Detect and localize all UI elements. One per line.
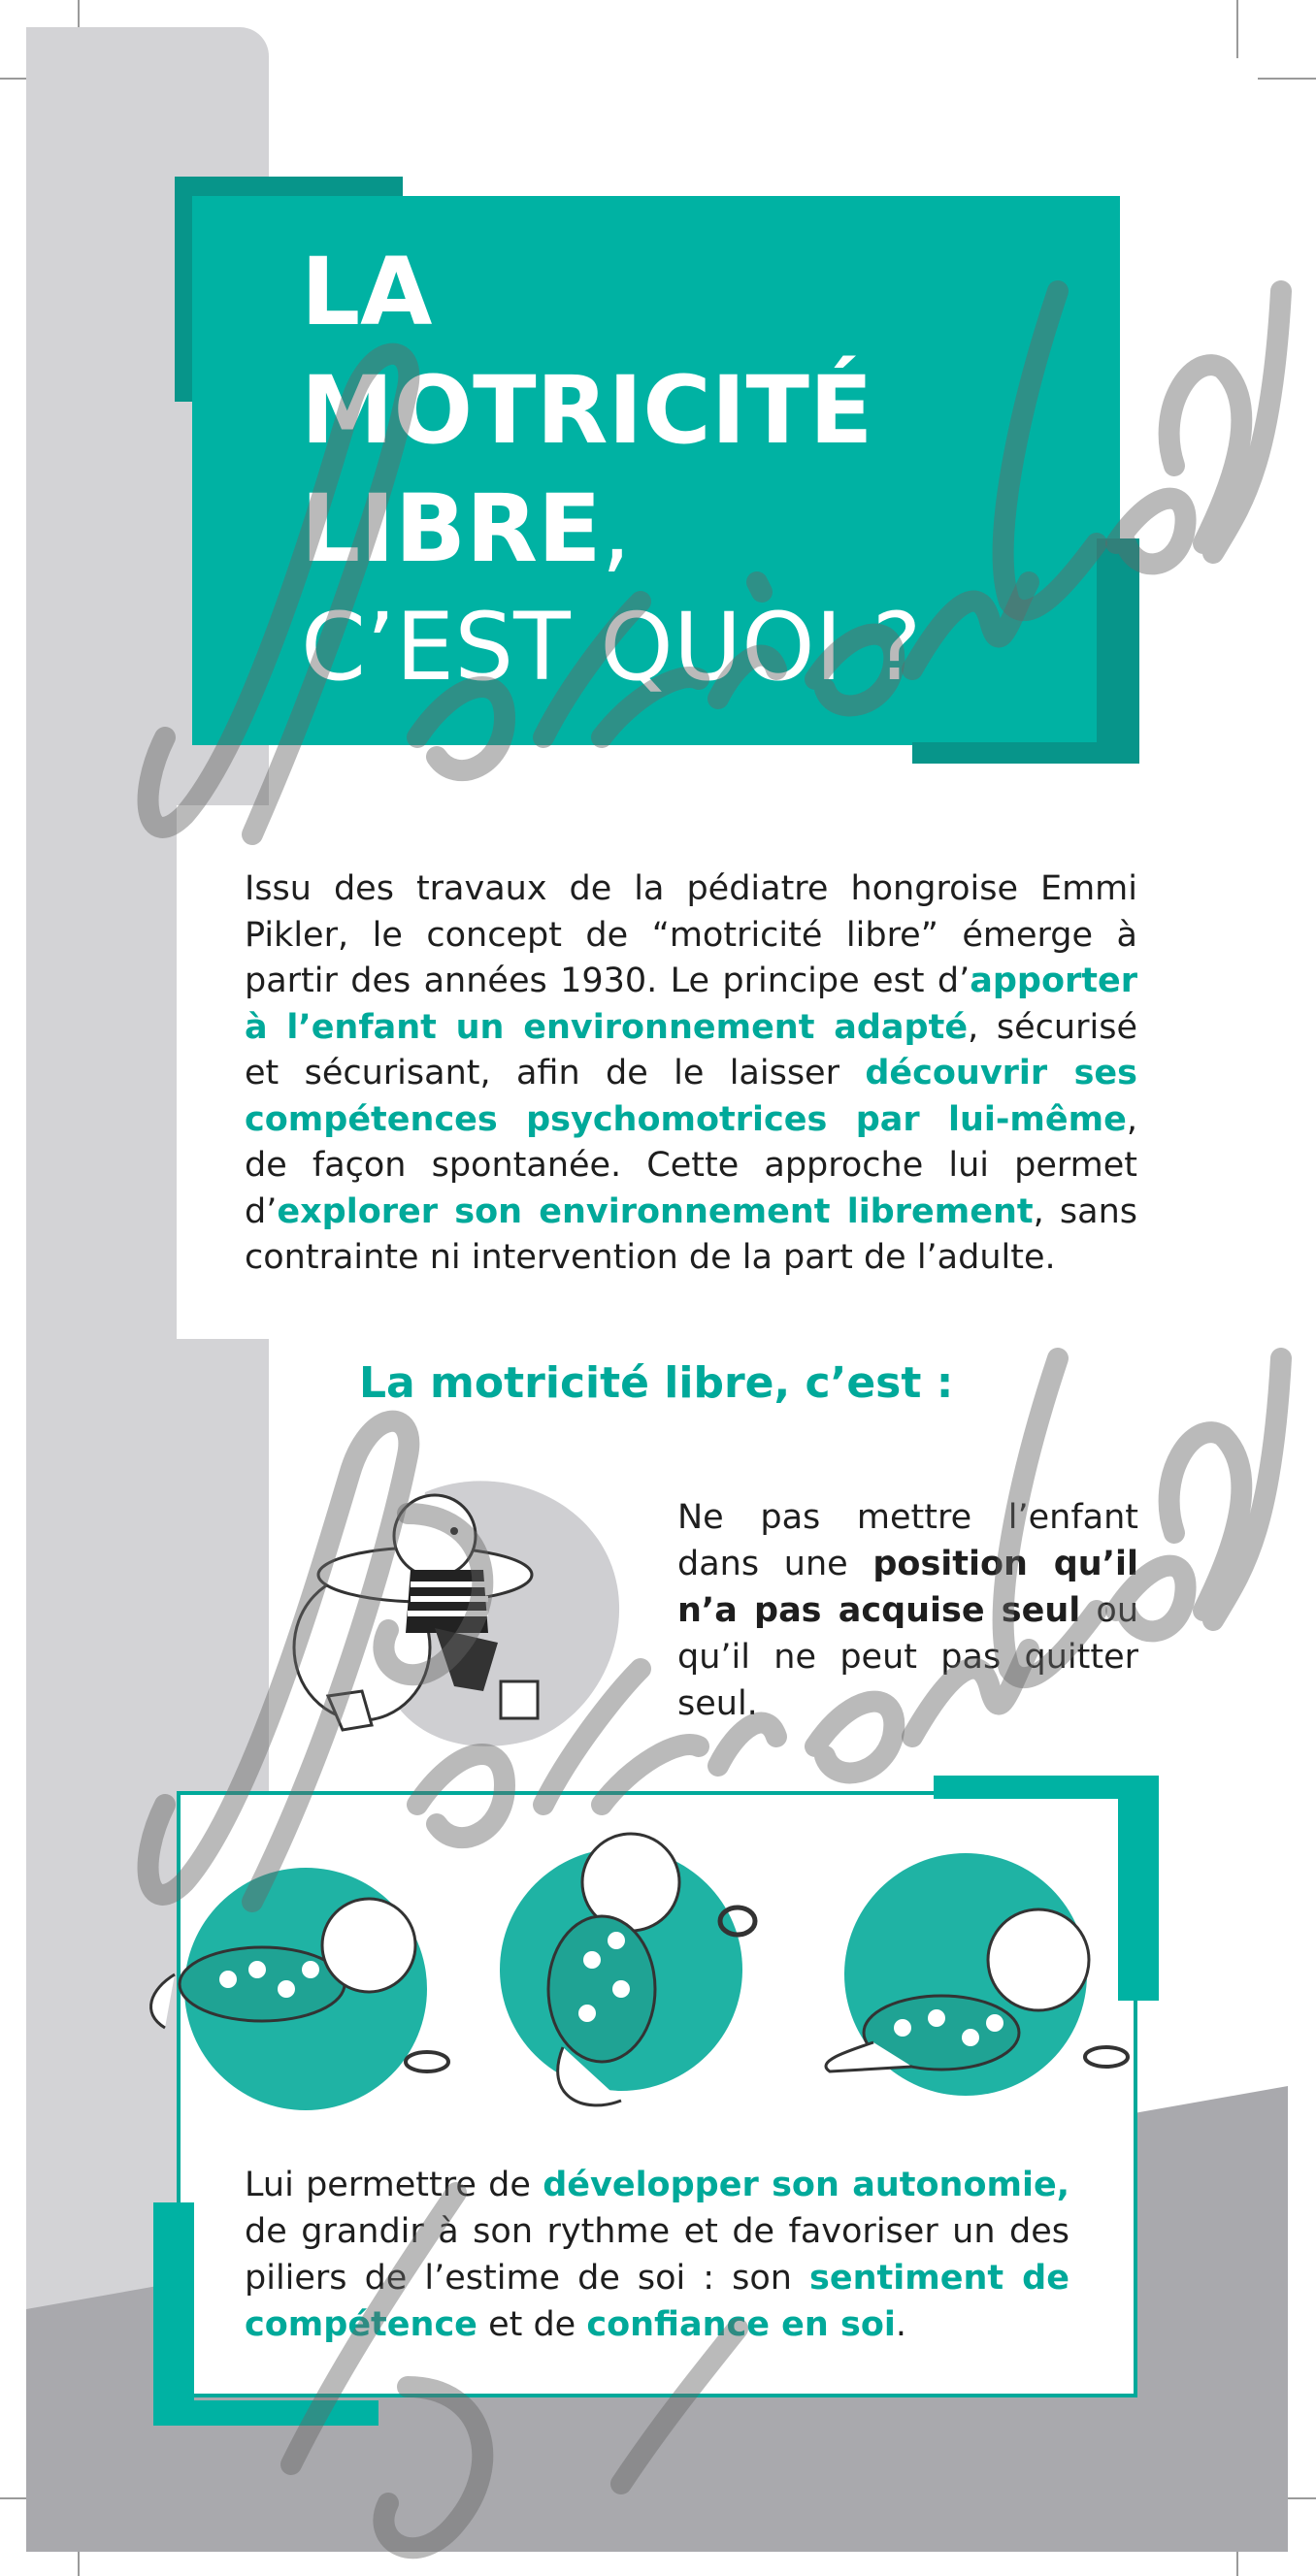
title-comma: ,	[601, 474, 632, 583]
text: , de façon spontanée. Cette approche lui permet d’	[245, 1099, 1137, 1231]
highlight: sentiment de compétence	[245, 2259, 1069, 2344]
text: , sécurisé et sécurisant, afin de le laisser	[245, 1007, 1137, 1092]
intro-paragraph	[245, 866, 1137, 1282]
highlight: explorer son environnement librement	[277, 1191, 1034, 1231]
babies-movement-illustration	[136, 1824, 1145, 2144]
text: Issu des travaux de la pédiatre hongroise Emmi Pikler, le concept de “motricité libre” émerge à partir des années 1930. Le principe est d’	[245, 869, 1137, 1000]
title-line-text: LIBRE	[301, 474, 602, 583]
title-corner-accent	[912, 742, 1139, 764]
frame-corner-accent	[153, 2202, 194, 2426]
page-title	[301, 233, 1116, 706]
text: Lui permettre de	[245, 2166, 543, 2204]
text: de grandir à son rythme et de favoriser un des piliers de l’estime de soi : son	[245, 2212, 1069, 2298]
highlight: confiance en soi	[586, 2305, 896, 2344]
text: , sans contrainte ni intervention de la part de l’adulte.	[245, 1191, 1137, 1277]
highlight: découvrir ses compétences psychomotrices par lui-même	[245, 1054, 1137, 1139]
highlight: apporter à l’enfant un environnement adapté	[245, 962, 1137, 1047]
title-line: LA	[301, 238, 433, 346]
frame-corner-accent	[153, 2400, 378, 2426]
baby-propped-illustration	[289, 1463, 639, 1754]
title-line: MOTRICITÉ	[301, 356, 873, 465]
title-line: C’EST QUOI ?	[301, 593, 922, 701]
text: ou qu’il ne peut pas quitter seul.	[677, 1591, 1138, 1723]
point-1-text	[677, 1494, 1138, 1727]
title-line	[301, 470, 1116, 588]
highlight: développer son autonomie,	[543, 2166, 1070, 2204]
text: Ne pas mettre l’enfant dans une	[677, 1498, 1138, 1583]
text: .	[895, 2305, 907, 2344]
section-subtitle: La motricité libre, c’est :	[359, 1358, 954, 1408]
text: et de	[477, 2305, 587, 2344]
bold-text: position qu’il n’a pas acquise seul	[677, 1545, 1138, 1630]
point-2-text	[245, 2162, 1069, 2348]
